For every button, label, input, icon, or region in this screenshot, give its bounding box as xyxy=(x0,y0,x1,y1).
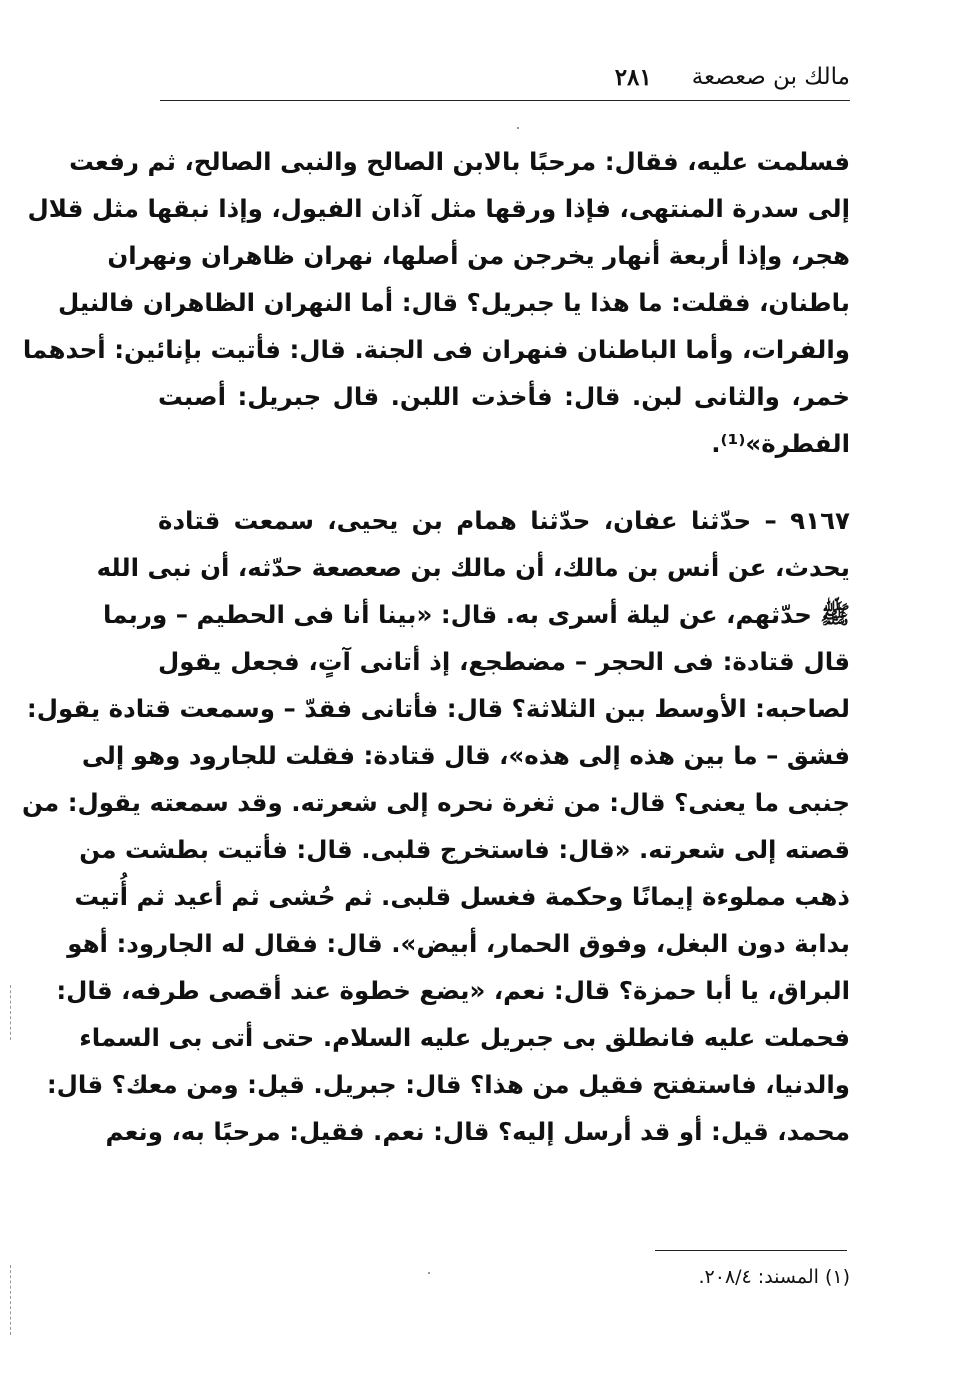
header-title: مالك بن صعصعة xyxy=(691,64,850,90)
text-line: يحدث، عن أنس بن مالك، أن مالك بن صعصعة حدّثه، أن نبى الله xyxy=(96,553,850,582)
scan-speck xyxy=(428,1272,430,1274)
footnote: (١) المسند: ٢٠٨/٤. xyxy=(698,1266,850,1288)
text-line: فشق – ما بين هذه إلى هذه»، قال قتادة: فقلت للجارود وهو إلى xyxy=(81,741,850,770)
text-line: لصاحبه: الأوسط بين الثلاثة؟ قال: فأتانى فقدّ – وسمعت قتادة يقول: xyxy=(26,694,850,723)
text-line: بدابة دون البغل، وفوق الحمار، أبيض». قال: فقال له الجارود: أهو xyxy=(67,929,850,958)
text-line: فسلمت عليه، فقال: مرحبًا بالابن الصالح والنبى الصالح، ثم رفعت xyxy=(69,147,850,176)
text-line: خمر، والثانى لبن. قال: فأخذت اللبن. قال جبريل: أصبت xyxy=(158,382,850,411)
paragraph-gap xyxy=(158,467,850,497)
text-line: ٩١٦٧ – حدّثنا عفان، حدّثنا همام بن يحيى، سمعت قتادة xyxy=(158,506,850,535)
text-line: ﷺ حدّثهم، عن ليلة أسرى به. قال: «بينا أنا فى الحطيم – وربما xyxy=(103,600,850,629)
text-line: البراق، يا أبا حمزة؟ قال: نعم، «يضع خطوة عند أقصى طرفه، قال: xyxy=(56,976,850,1005)
text-line: جنبى ما يعنى؟ قال: من ثغرة نحره إلى شعرته. وقد سمعته يقول: من xyxy=(21,788,850,817)
text-line: الفطرة»⁽¹⁾. xyxy=(711,429,850,458)
header-rule xyxy=(160,100,850,101)
scan-margin-mark xyxy=(10,1265,11,1335)
page-number: ٢٨١ xyxy=(614,63,652,91)
text-line: باطنان، فقلت: ما هذا يا جبريل؟ قال: أما النهران الظاهران فالنيل xyxy=(58,288,850,317)
text-line: والدنيا، فاستفتح فقيل من هذا؟ قال: جبريل. قيل: ومن معك؟ قال: xyxy=(46,1070,850,1099)
text-line: قال قتادة: فى الحجر – مضطجع، إذ أتانى آتٍ، فجعل يقول xyxy=(158,647,850,676)
scan-margin-mark xyxy=(10,985,11,1040)
footnote-rule xyxy=(655,1250,847,1251)
hadith-9167 xyxy=(21,497,850,1155)
text-line: ذهب مملوءة إيمانًا وحكمة فغسل قلبى. ثم حُشى ثم أعيد ثم أُتيت xyxy=(74,882,850,911)
text-line: محمد، قيل: أو قد أرسل إليه؟ قال: نعم. فقيل: مرحبًا به، ونعم xyxy=(105,1117,850,1146)
text-line: والفرات، وأما الباطنان فنهران فى الجنة. قال: فأتيت بإنائين: أحدهما xyxy=(22,335,850,364)
scan-speck xyxy=(517,127,519,129)
text-line: فحملت عليه فانطلق بى جبريل عليه السلام. حتى أتى بى السماء xyxy=(79,1023,850,1052)
text-line: إلى سدرة المنتهى، فإذا ورقها مثل آذان الفيول، وإذا نبقها مثل قلال xyxy=(27,194,850,223)
main-text xyxy=(21,138,850,1155)
text-line: هجر، وإذا أربعة أنهار يخرجن من أصلها، نهران ظاهران ونهران xyxy=(107,241,850,270)
paragraph-continuation xyxy=(22,138,850,467)
running-header xyxy=(162,56,850,98)
text-line: قصته إلى شعرته. «قال: فاستخرج قلبى. قال: فأتيت بطشت من xyxy=(79,835,850,864)
